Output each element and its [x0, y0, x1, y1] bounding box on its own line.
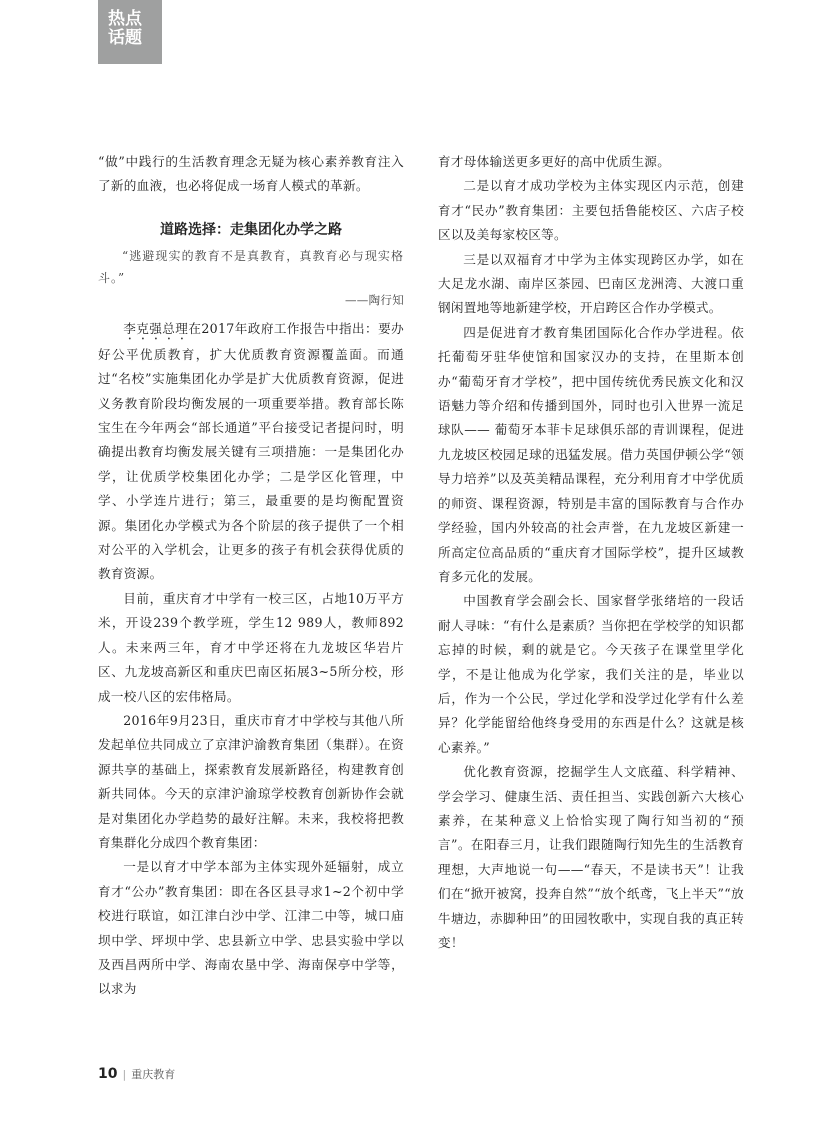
page-number: 10 — [98, 1066, 118, 1082]
body-paragraph — [98, 317, 404, 587]
right-column — [438, 150, 744, 955]
footer-separator: | — [122, 1068, 127, 1081]
body-paragraph: 中国教育学会副会长、国家督学张绪培的一段话耐人寻味：“有什么是素质？当你把在学校学的知识都忘掉的时候，剩的就是它。今天孩子在课堂里学化学，不是让他成为化学家，我们关注的是，毕业以后，作为一个公民，学过化学和没学过化学有什么差异？化学能留给他终身受用的东西是什么？这就是核心素养。” — [438, 593, 744, 755]
body-text: 在2017年政府工作报告中指出：要办好公平优质教育，扩大优质教育资源覆盖面。而通过“名校”实施集团化办学是扩大优质教育资源，促进义务教育阶段均衡发展的一项重要举措。教育部长陈宝生在今年两会“部长通道”平台接受记者提问时，明确提出教育均衡发展关键有三项措施：一是集团化办学，让优质学校集团化办学；二是学区化管理，中学、小学连片进行；第三，最重要的是均衡配置资源。集团化办学模式为各个阶层的孩子提供了一个相对公平的入学机会，让更多的孩子有机会获得优质的教育资源。 — [98, 320, 405, 582]
section-tag-line1: 热点 — [108, 9, 142, 29]
section-tag-line2: 话题 — [108, 28, 142, 48]
epigraph-quote: “逃避现实的教育不是真教育，真教育必与现实格斗。” — [98, 248, 404, 285]
body-paragraph: 四是促进育才教育集团国际化合作办学进程。依托葡萄牙驻华使馆和国家汉办的支持，在里斯本创办“葡萄牙育才学校”，把中国传统优秀民族文化和汉语魅力等介绍和传播到国外，同时也引入世界一流足球队—— 葡萄牙本菲卡足球俱乐部的青训课程，促进九龙坡区校园足球的迅猛发展。借力英国伊顿公学“领导力培养”以及英美精品课程，充分利用育才中学优质的师资、课程资源，特别是丰富的国际教育与合作办学经验，国内外较高的社会声誉，在九龙坡区新建一所高定位高品质的“重庆育才国际学校”，提升区域教育多元化的发展。 — [438, 324, 744, 584]
emphasized-name: 李克强总理 — [123, 320, 189, 336]
intro-paragraph: “做”中践行的生活教育理念无疑为核心素养教育注入了新的血液，也必将促成一场育人模式的革新。 — [98, 154, 404, 194]
page-footer — [98, 1066, 175, 1082]
section-tag — [98, 0, 162, 64]
epigraph-source: ——陶行知 — [345, 292, 404, 307]
body-paragraph: 二是以育才成功学校为主体实现区内示范，创建育才“民办”教育集团：主要包括鲁能校区、六店子校区以及美每家校区等。 — [438, 178, 744, 243]
body-paragraph: 三是以双福育才中学为主体实现跨区办学，如在大足龙水湖、南岸区茶园、巴南区龙洲湾、大渡口重钢闲置地等地新建学校，开启跨区合作办学模式。 — [438, 251, 744, 316]
journal-name: 重庆教育 — [131, 1068, 176, 1081]
body-paragraph: 一是以育才中学本部为主体实现外延辐射，成立育才“公办”教育集团：即在各区县寻求1~2个初中学校进行联谊，如江津白沙中学、江津二中等，城口庙坝中学、坪坝中学、忠县新立中学、忠县实验中学以及西昌两所中学、海南农垦中学、海南保亭中学等，以求为 — [98, 859, 404, 997]
section-heading: 道路选择：走集团化办学之路 — [160, 221, 342, 238]
left-column — [98, 150, 404, 1002]
body-paragraph: 2016年9月23日，重庆市育才中学校与其他八所发起单位共同成立了京津沪渝教育集团（集群）。在资源共享的基础上，探索教育发展新路径，构建教育创新共同体。今天的京津沪渝琼学校教育创新协作会就是对集团化办学趋势的最好注解。未来，我校将把教育集群化分成四个教育集团： — [98, 712, 404, 850]
body-paragraph: 目前，重庆育才中学有一校三区，占地10万平方米，开设239个教学班，学生12 989人，教师892人。未来两三年，育才中学还将在九龙坡区华岩片区、九龙坡高新区和重庆巴南区拓展3~5所分校，形成一校八区的宏伟格局。 — [98, 590, 404, 704]
body-paragraph: 优化教育资源，挖掘学生人文底蕴、科学精神、学会学习、健康生活、责任担当、实践创新六大核心素养，在某种意义上恰恰实现了陶行知当初的“预言”。在阳春三月，让我们跟随陶行知先生的生活教育理想，大声地说一句——“春天，不是读书天”！让我们在“掀开被窝，投奔自然”“放个纸鸢，飞上半天”“放牛塘边，赤脚种田”的田园牧歌中，实现自我的真正转变！ — [438, 764, 744, 950]
body-paragraph: 育才母体输送更多更好的高中优质生源。 — [438, 154, 671, 169]
